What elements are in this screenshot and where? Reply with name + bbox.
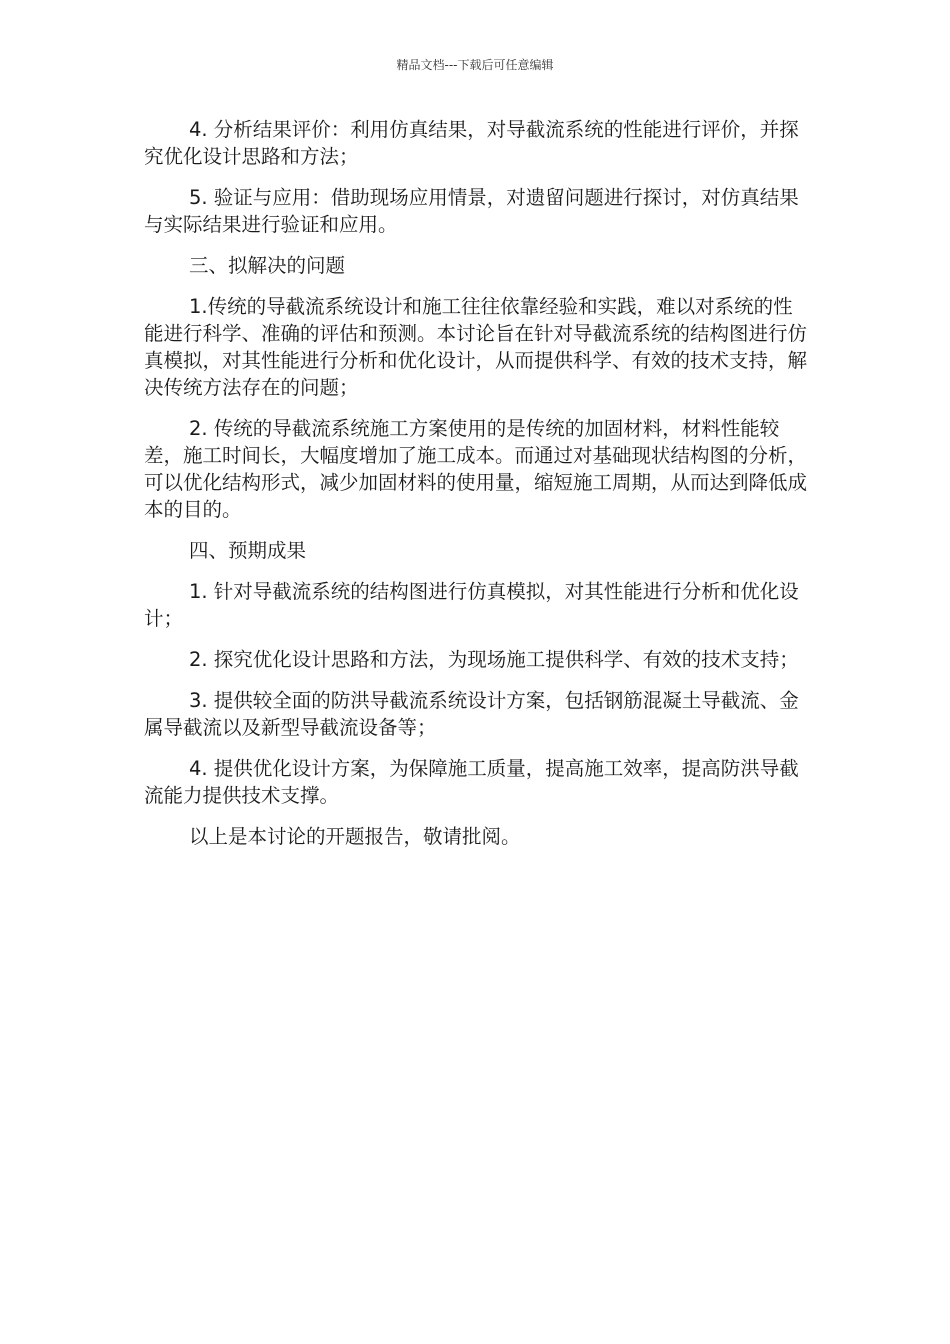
page-header: 精品文档---下载后可任意编辑 [396,58,554,72]
paragraph-result-4: 4. 提供优化设计方案，为保障施工质量，提高施工效率，提高防洪导截流能力提供技术支撑。 [144,757,799,807]
section-heading-expected-results: 四、预期成果 [189,539,307,562]
section-heading-problems: 三、拟解决的问题 [189,254,346,277]
paragraph-verification-application: 5. 验证与应用：借助现场应用情景，对遗留问题进行探讨，对仿真结果与实际结果进行验证和应用。 [144,186,799,236]
paragraph-result-3: 3. 提供较全面的防洪导截流系统设计方案，包括钢筋混凝土导截流、金属导截流以及新型导截流设备等； [144,689,799,739]
paragraph-closing: 以上是本讨论的开题报告，敬请批阅。 [189,825,521,848]
paragraph-problem-1: 1.传统的导截流系统设计和施工往往依靠经验和实践，难以对系统的性能进行科学、准确的评估和预测。本讨论旨在针对导截流系统的结构图进行仿真模拟，对其性能进行分析和优化设计，从而提供科学、有效的技术支持，解决传统方法存在的问题； [144,295,808,399]
paragraph-analysis-evaluation: 4. 分析结果评价：利用仿真结果，对导截流系统的性能进行评价，并探究优化设计思路和方法； [144,118,799,168]
paragraph-result-2: 2. 探究优化设计思路和方法，为现场施工提供科学、有效的技术支持； [189,648,799,671]
paragraph-problem-2: 2. 传统的导截流系统施工方案使用的是传统的加固材料，材料性能较差，施工时间长，大幅度增加了施工成本。而通过对基础现状结构图的分析，可以优化结构形式，减少加固材料的使用量，缩短施工周期，从而达到降低成本的目的。 [144,417,808,521]
document-body [144,116,809,864]
paragraph-result-1: 1. 针对导截流系统的结构图进行仿真模拟，对其性能进行分析和优化设计； [144,580,799,630]
